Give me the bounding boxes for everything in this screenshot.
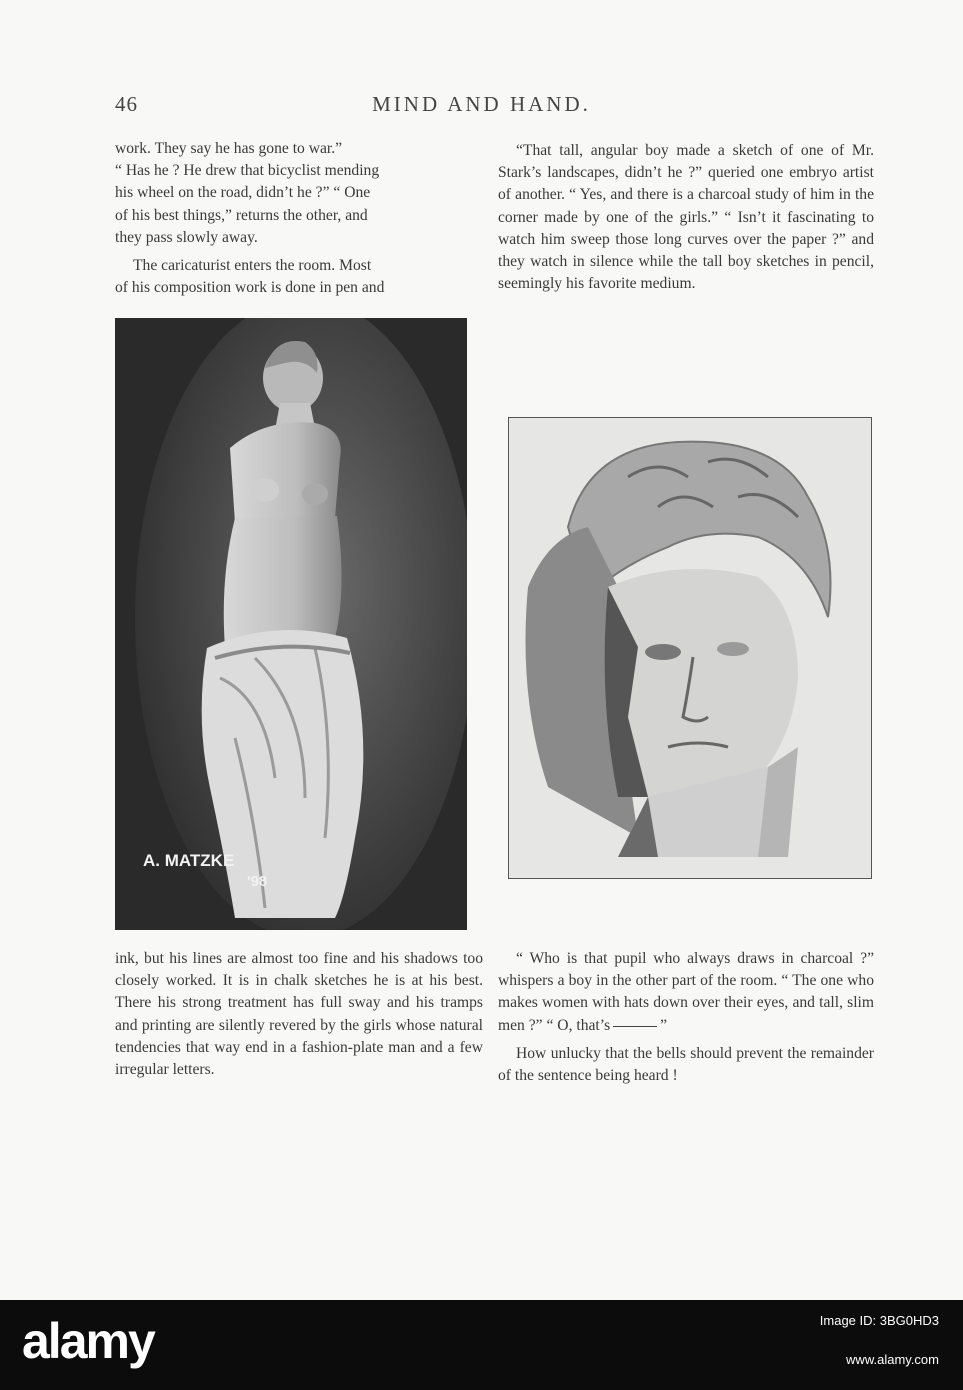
alamy-logo: alamy [22, 1313, 154, 1369]
text-line: The caricaturist enters the room. Most [133, 257, 372, 275]
em-dash-rule [613, 1026, 657, 1027]
paragraph: ink, but his lines are almost too fine and his shadows too closely worked. It is in chalk sketches he is at his best. There his strong treatment has full sway and his tramps and printing are silently revered by the girls whose natural tendencies that way end in a fashion-plate man and a few irregular letters. [115, 950, 483, 1079]
paragraph: How unlucky that the bells should prevent the remainder of the sentence being heard ! [498, 1044, 874, 1085]
apollo-head-illustration [508, 417, 872, 879]
text-line: his wheel on the road, didn’t he ?” “ One [115, 184, 371, 202]
text-line: work. They say he has gone to war.” [115, 140, 343, 157]
left-column-bottom-text [115, 948, 483, 1081]
text-line: they pass slowly away. [115, 228, 258, 246]
text-line: of his composition work is done in pen and [115, 279, 385, 297]
venus-statue-illustration [115, 318, 467, 930]
page-number: 46 [115, 92, 138, 116]
paragraph: “That tall, angular boy made a sketch of one of Mr. Stark’s landscapes, didn’t he ?” queried one embryo artist of another. “ Yes, and there is a charcoal study of him in the corner made by one of the girls.” “ Isn’t it fascinating to watch him sweep those long curves over the paper ?” and they watch in silence while the tall boy sketches in pencil, seemingly his favorite medium. [498, 142, 874, 293]
running-title: MIND AND HAND. [372, 92, 591, 116]
text-line: “ Has he ? He drew that bicyclist mending [115, 162, 380, 180]
right-column-bottom-text [498, 948, 874, 1087]
signature-year: '98 [247, 873, 268, 890]
text-line: of his best things,” returns the other, and [115, 206, 368, 224]
watermark-url: www.alamy.com [846, 1352, 939, 1367]
left-column-top-text [115, 138, 483, 299]
image-id-label: Image ID: 3BG0HD3 [819, 1313, 939, 1328]
paragraph [498, 948, 874, 1037]
artist-signature: A. MATZKE [143, 851, 235, 870]
closing-quote: ” [660, 1016, 668, 1034]
paragraph-text: “ Who is that pupil who always draws in charcoal ?” whispers a boy in the other part of the room. “ The one who makes women with hats down over their eyes, and tall, slim men ?” “ O, that’s [498, 950, 874, 1034]
right-column-top-text [498, 140, 874, 295]
